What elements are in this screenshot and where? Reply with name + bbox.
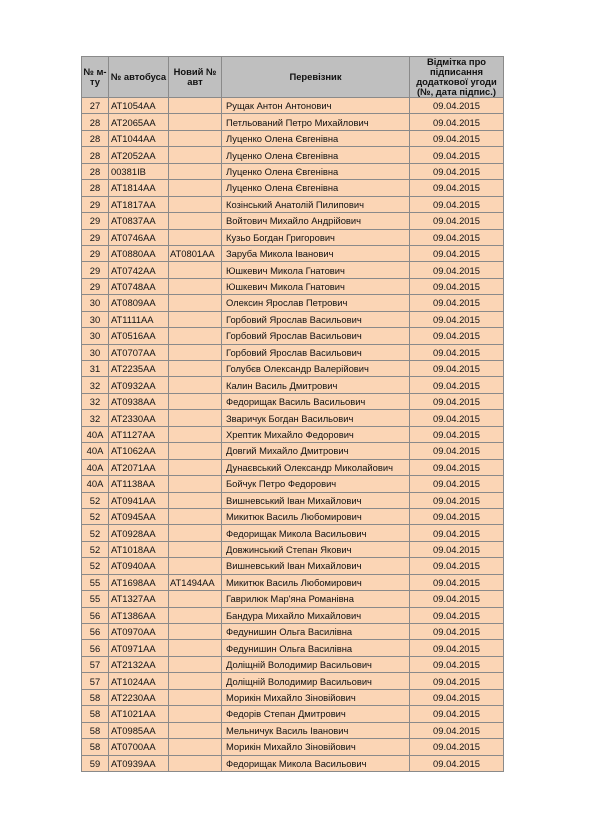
bus-carrier-table (81, 56, 504, 772)
table-row (82, 459, 504, 475)
bus-number-cell: AT1018AA (109, 541, 169, 557)
new-bus-number-cell (169, 130, 222, 146)
table-row (82, 229, 504, 245)
table-row (82, 607, 504, 623)
route-cell: 52 (82, 525, 109, 541)
carrier-cell: Федорищак Василь Васильович (222, 393, 410, 409)
route-cell: 29 (82, 278, 109, 294)
new-bus-number-cell (169, 278, 222, 294)
carrier-cell: Юшкевич Микола Гнатович (222, 278, 410, 294)
bus-number-cell: AT1021AA (109, 706, 169, 722)
table-row (82, 476, 504, 492)
route-cell: 29 (82, 262, 109, 278)
agreement-mark-cell: 09.04.2015 (410, 706, 504, 722)
carrier-cell: Федорищак Микола Васильович (222, 755, 410, 771)
new-bus-number-cell (169, 525, 222, 541)
carrier-cell: Калин Василь Дмитрович (222, 377, 410, 393)
table-row (82, 591, 504, 607)
new-bus-number-cell (169, 361, 222, 377)
header-row (82, 57, 504, 98)
carrier-cell: Бойчук Петро Федорович (222, 476, 410, 492)
carrier-cell: Хрептик Михайло Федорович (222, 426, 410, 442)
agreement-mark-cell: 09.04.2015 (410, 525, 504, 541)
agreement-mark-cell: 09.04.2015 (410, 344, 504, 360)
agreement-mark-cell: 09.04.2015 (410, 245, 504, 261)
carrier-cell: Мельничук Василь Іванович (222, 722, 410, 738)
carrier-cell: Микитюк Василь Любомирович (222, 508, 410, 524)
carrier-cell: Довгий Михайло Дмитрович (222, 443, 410, 459)
agreement-mark-cell: 09.04.2015 (410, 426, 504, 442)
bus-number-cell: AT0746AA (109, 229, 169, 245)
bus-number-cell: AT2052AA (109, 147, 169, 163)
bus-number-cell: AT0940AA (109, 558, 169, 574)
bus-number-cell: AT1817AA (109, 196, 169, 212)
bus-number-cell: AT2330AA (109, 410, 169, 426)
carrier-cell: Олексин Ярослав Петрович (222, 295, 410, 311)
agreement-mark-cell: 09.04.2015 (410, 755, 504, 771)
carrier-cell: Горбовий Ярослав Васильович (222, 344, 410, 360)
table-row (82, 410, 504, 426)
route-cell: 58 (82, 689, 109, 705)
new-bus-number-cell (169, 722, 222, 738)
header-new-bus-number: Новий № авт (169, 57, 222, 98)
carrier-cell: Федунишин Ольга Василівна (222, 624, 410, 640)
carrier-cell: Кузьо Богдан Григорович (222, 229, 410, 245)
new-bus-number-cell (169, 328, 222, 344)
carrier-cell: Дунаєвський Олександр Миколайович (222, 459, 410, 475)
bus-number-cell: AT0932AA (109, 377, 169, 393)
bus-number-cell: AT2230AA (109, 689, 169, 705)
new-bus-number-cell (169, 706, 222, 722)
agreement-mark-cell: 09.04.2015 (410, 624, 504, 640)
carrier-cell: Заруба Микола Іванович (222, 245, 410, 261)
route-cell: 31 (82, 361, 109, 377)
route-cell: 28 (82, 130, 109, 146)
agreement-mark-cell: 09.04.2015 (410, 196, 504, 212)
agreement-mark-cell: 09.04.2015 (410, 459, 504, 475)
carrier-cell: Луценко Олена Євгенівна (222, 130, 410, 146)
carrier-cell: Морикін Михайло Зіновійович (222, 739, 410, 755)
carrier-cell: Федунишин Ольга Василівна (222, 640, 410, 656)
agreement-mark-cell: 09.04.2015 (410, 410, 504, 426)
table-row (82, 624, 504, 640)
bus-number-cell: AT1327AA (109, 591, 169, 607)
bus-number-cell: AT0516AA (109, 328, 169, 344)
route-cell: 29 (82, 245, 109, 261)
bus-number-cell: AT0941AA (109, 492, 169, 508)
table-row (82, 98, 504, 114)
new-bus-number-cell (169, 541, 222, 557)
bus-number-cell: AT1138AA (109, 476, 169, 492)
route-cell: 52 (82, 558, 109, 574)
carrier-cell: Вишневський Іван Михайлович (222, 558, 410, 574)
carrier-cell: Гаврилюк Мар'яна Романівна (222, 591, 410, 607)
route-cell: 56 (82, 624, 109, 640)
carrier-cell: Федорів Степан Дмитрович (222, 706, 410, 722)
table-header (82, 57, 504, 98)
agreement-mark-cell: 09.04.2015 (410, 492, 504, 508)
bus-number-cell: AT1024AA (109, 673, 169, 689)
carrier-cell: Вишневський Іван Михайлович (222, 492, 410, 508)
route-cell: 40A (82, 426, 109, 442)
table-row (82, 673, 504, 689)
table-row (82, 213, 504, 229)
bus-number-cell: AT0742AA (109, 262, 169, 278)
table-row (82, 739, 504, 755)
bus-number-cell: AT0970AA (109, 624, 169, 640)
agreement-mark-cell: 09.04.2015 (410, 278, 504, 294)
carrier-cell: Зваричук Богдан Васильович (222, 410, 410, 426)
bus-number-cell: AT1698AA (109, 574, 169, 590)
bus-number-cell: AT2132AA (109, 656, 169, 672)
route-cell: 58 (82, 739, 109, 755)
new-bus-number-cell (169, 262, 222, 278)
bus-number-cell: AT0971AA (109, 640, 169, 656)
new-bus-number-cell (169, 476, 222, 492)
table-row (82, 574, 504, 590)
table-row (82, 262, 504, 278)
bus-number-cell: 00381IB (109, 163, 169, 179)
route-cell: 40A (82, 459, 109, 475)
agreement-mark-cell: 09.04.2015 (410, 295, 504, 311)
table-row (82, 689, 504, 705)
table-row (82, 525, 504, 541)
carrier-cell: Петльований Петро Михайлович (222, 114, 410, 130)
agreement-mark-cell: 09.04.2015 (410, 739, 504, 755)
table-row (82, 656, 504, 672)
new-bus-number-cell (169, 196, 222, 212)
route-cell: 32 (82, 393, 109, 409)
table-row (82, 311, 504, 327)
new-bus-number-cell (169, 114, 222, 130)
header-carrier: Перевізник (222, 57, 410, 98)
bus-number-cell: AT2065AA (109, 114, 169, 130)
bus-number-cell: AT0880AA (109, 245, 169, 261)
agreement-mark-cell: 09.04.2015 (410, 607, 504, 623)
carrier-cell: Доліщній Володимир Васильович (222, 673, 410, 689)
bus-number-cell: AT0748AA (109, 278, 169, 294)
route-cell: 29 (82, 229, 109, 245)
table-row (82, 755, 504, 771)
bus-number-cell: AT0945AA (109, 508, 169, 524)
carrier-cell: Федорищак Микола Васильович (222, 525, 410, 541)
table-row (82, 344, 504, 360)
new-bus-number-cell (169, 492, 222, 508)
carrier-cell: Бандура Михайло Михайлович (222, 607, 410, 623)
route-cell: 30 (82, 328, 109, 344)
route-cell: 30 (82, 295, 109, 311)
bus-number-cell: AT1386AA (109, 607, 169, 623)
new-bus-number-cell (169, 739, 222, 755)
table-row (82, 278, 504, 294)
new-bus-number-cell (169, 377, 222, 393)
carrier-cell: Луценко Олена Євгенівна (222, 180, 410, 196)
agreement-mark-cell: 09.04.2015 (410, 229, 504, 245)
table-row (82, 443, 504, 459)
route-cell: 40A (82, 443, 109, 459)
table-row (82, 393, 504, 409)
agreement-mark-cell: 09.04.2015 (410, 656, 504, 672)
table-row (82, 196, 504, 212)
carrier-cell: Доліщній Володимир Васильович (222, 656, 410, 672)
route-cell: 28 (82, 114, 109, 130)
new-bus-number-cell (169, 393, 222, 409)
bus-number-cell: AT0700AA (109, 739, 169, 755)
new-bus-number-cell (169, 607, 222, 623)
carrier-cell: Микитюк Василь Любомирович (222, 574, 410, 590)
table-row (82, 640, 504, 656)
new-bus-number-cell (169, 344, 222, 360)
table-row (82, 508, 504, 524)
agreement-mark-cell: 09.04.2015 (410, 114, 504, 130)
bus-number-cell: AT1054AA (109, 98, 169, 114)
route-cell: 29 (82, 213, 109, 229)
route-cell: 57 (82, 673, 109, 689)
route-cell: 28 (82, 180, 109, 196)
carrier-cell: Луценко Олена Євгенівна (222, 147, 410, 163)
new-bus-number-cell (169, 459, 222, 475)
new-bus-number-cell (169, 443, 222, 459)
agreement-mark-cell: 09.04.2015 (410, 262, 504, 278)
agreement-mark-cell: 09.04.2015 (410, 640, 504, 656)
new-bus-number-cell (169, 163, 222, 179)
table-row (82, 328, 504, 344)
table-row (82, 361, 504, 377)
header-bus-number: № автобуса (109, 57, 169, 98)
new-bus-number-cell (169, 640, 222, 656)
new-bus-number-cell (169, 508, 222, 524)
agreement-mark-cell: 09.04.2015 (410, 130, 504, 146)
bus-number-cell: AT0985AA (109, 722, 169, 738)
bus-number-cell: AT0837AA (109, 213, 169, 229)
carrier-cell: Юшкевич Микола Гнатович (222, 262, 410, 278)
agreement-mark-cell: 09.04.2015 (410, 180, 504, 196)
table-row (82, 147, 504, 163)
new-bus-number-cell (169, 558, 222, 574)
carrier-cell: Голубєв Олександр Валерійович (222, 361, 410, 377)
new-bus-number-cell (169, 295, 222, 311)
bus-number-cell: AT1814AA (109, 180, 169, 196)
route-cell: 58 (82, 706, 109, 722)
bus-number-cell: AT2071AA (109, 459, 169, 475)
agreement-mark-cell: 09.04.2015 (410, 377, 504, 393)
route-cell: 29 (82, 196, 109, 212)
route-cell: 30 (82, 311, 109, 327)
table-row (82, 541, 504, 557)
bus-number-cell: AT0707AA (109, 344, 169, 360)
new-bus-number-cell (169, 591, 222, 607)
agreement-mark-cell: 09.04.2015 (410, 558, 504, 574)
agreement-mark-cell: 09.04.2015 (410, 476, 504, 492)
route-cell: 58 (82, 722, 109, 738)
carrier-cell: Войтович Михайло Андрійович (222, 213, 410, 229)
header-route: № м-ту (82, 57, 109, 98)
table-row (82, 492, 504, 508)
table-row (82, 163, 504, 179)
route-cell: 59 (82, 755, 109, 771)
route-cell: 30 (82, 344, 109, 360)
agreement-mark-cell: 09.04.2015 (410, 163, 504, 179)
route-cell: 52 (82, 508, 109, 524)
agreement-mark-cell: 09.04.2015 (410, 508, 504, 524)
carrier-cell: Горбовий Ярослав Васильович (222, 311, 410, 327)
carrier-cell: Луценко Олена Євгенівна (222, 163, 410, 179)
bus-number-cell: AT0928AA (109, 525, 169, 541)
new-bus-number-cell (169, 311, 222, 327)
bus-number-cell: AT1111AA (109, 311, 169, 327)
bus-number-cell: AT0939AA (109, 755, 169, 771)
new-bus-number-cell (169, 147, 222, 163)
table-row (82, 295, 504, 311)
agreement-mark-cell: 09.04.2015 (410, 574, 504, 590)
table-row (82, 114, 504, 130)
table-row (82, 558, 504, 574)
table-row (82, 426, 504, 442)
table-row (82, 722, 504, 738)
agreement-mark-cell: 09.04.2015 (410, 673, 504, 689)
route-cell: 55 (82, 574, 109, 590)
agreement-mark-cell: 09.04.2015 (410, 591, 504, 607)
new-bus-number-cell: AT0801AA (169, 245, 222, 261)
agreement-mark-cell: 09.04.2015 (410, 443, 504, 459)
table-row (82, 245, 504, 261)
bus-number-cell: AT1062AA (109, 443, 169, 459)
new-bus-number-cell (169, 410, 222, 426)
table-row (82, 130, 504, 146)
new-bus-number-cell (169, 673, 222, 689)
route-cell: 28 (82, 147, 109, 163)
carrier-cell: Морикін Михайло Зіновійович (222, 689, 410, 705)
carrier-cell: Рущак Антон Антонович (222, 98, 410, 114)
new-bus-number-cell (169, 624, 222, 640)
route-cell: 28 (82, 163, 109, 179)
new-bus-number-cell (169, 213, 222, 229)
bus-number-cell: AT0938AA (109, 393, 169, 409)
table-body (82, 98, 504, 772)
route-cell: 32 (82, 410, 109, 426)
new-bus-number-cell (169, 229, 222, 245)
header-agreement-mark: Відмітка про підписання додаткової угоди (№, дата підпис.) (410, 57, 504, 98)
agreement-mark-cell: 09.04.2015 (410, 147, 504, 163)
bus-number-cell: AT1127AA (109, 426, 169, 442)
carrier-cell: Козінський Анатолій Пилипович (222, 196, 410, 212)
agreement-mark-cell: 09.04.2015 (410, 393, 504, 409)
bus-number-cell: AT1044AA (109, 130, 169, 146)
bus-number-cell: AT0809AA (109, 295, 169, 311)
table-row (82, 377, 504, 393)
new-bus-number-cell (169, 426, 222, 442)
new-bus-number-cell (169, 98, 222, 114)
new-bus-number-cell (169, 656, 222, 672)
route-cell: 56 (82, 607, 109, 623)
route-cell: 57 (82, 656, 109, 672)
new-bus-number-cell (169, 755, 222, 771)
agreement-mark-cell: 09.04.2015 (410, 98, 504, 114)
route-cell: 27 (82, 98, 109, 114)
route-cell: 52 (82, 492, 109, 508)
route-cell: 40A (82, 476, 109, 492)
table-row (82, 180, 504, 196)
route-cell: 55 (82, 591, 109, 607)
new-bus-number-cell (169, 180, 222, 196)
route-cell: 56 (82, 640, 109, 656)
route-cell: 32 (82, 377, 109, 393)
new-bus-number-cell (169, 689, 222, 705)
route-cell: 52 (82, 541, 109, 557)
agreement-mark-cell: 09.04.2015 (410, 361, 504, 377)
agreement-mark-cell: 09.04.2015 (410, 311, 504, 327)
carrier-cell: Довжинський Степан Якович (222, 541, 410, 557)
agreement-mark-cell: 09.04.2015 (410, 722, 504, 738)
carrier-cell: Горбовий Ярослав Васильович (222, 328, 410, 344)
agreement-mark-cell: 09.04.2015 (410, 328, 504, 344)
agreement-mark-cell: 09.04.2015 (410, 689, 504, 705)
new-bus-number-cell: AT1494AA (169, 574, 222, 590)
agreement-mark-cell: 09.04.2015 (410, 213, 504, 229)
table-row (82, 706, 504, 722)
bus-number-cell: AT2235AA (109, 361, 169, 377)
agreement-mark-cell: 09.04.2015 (410, 541, 504, 557)
